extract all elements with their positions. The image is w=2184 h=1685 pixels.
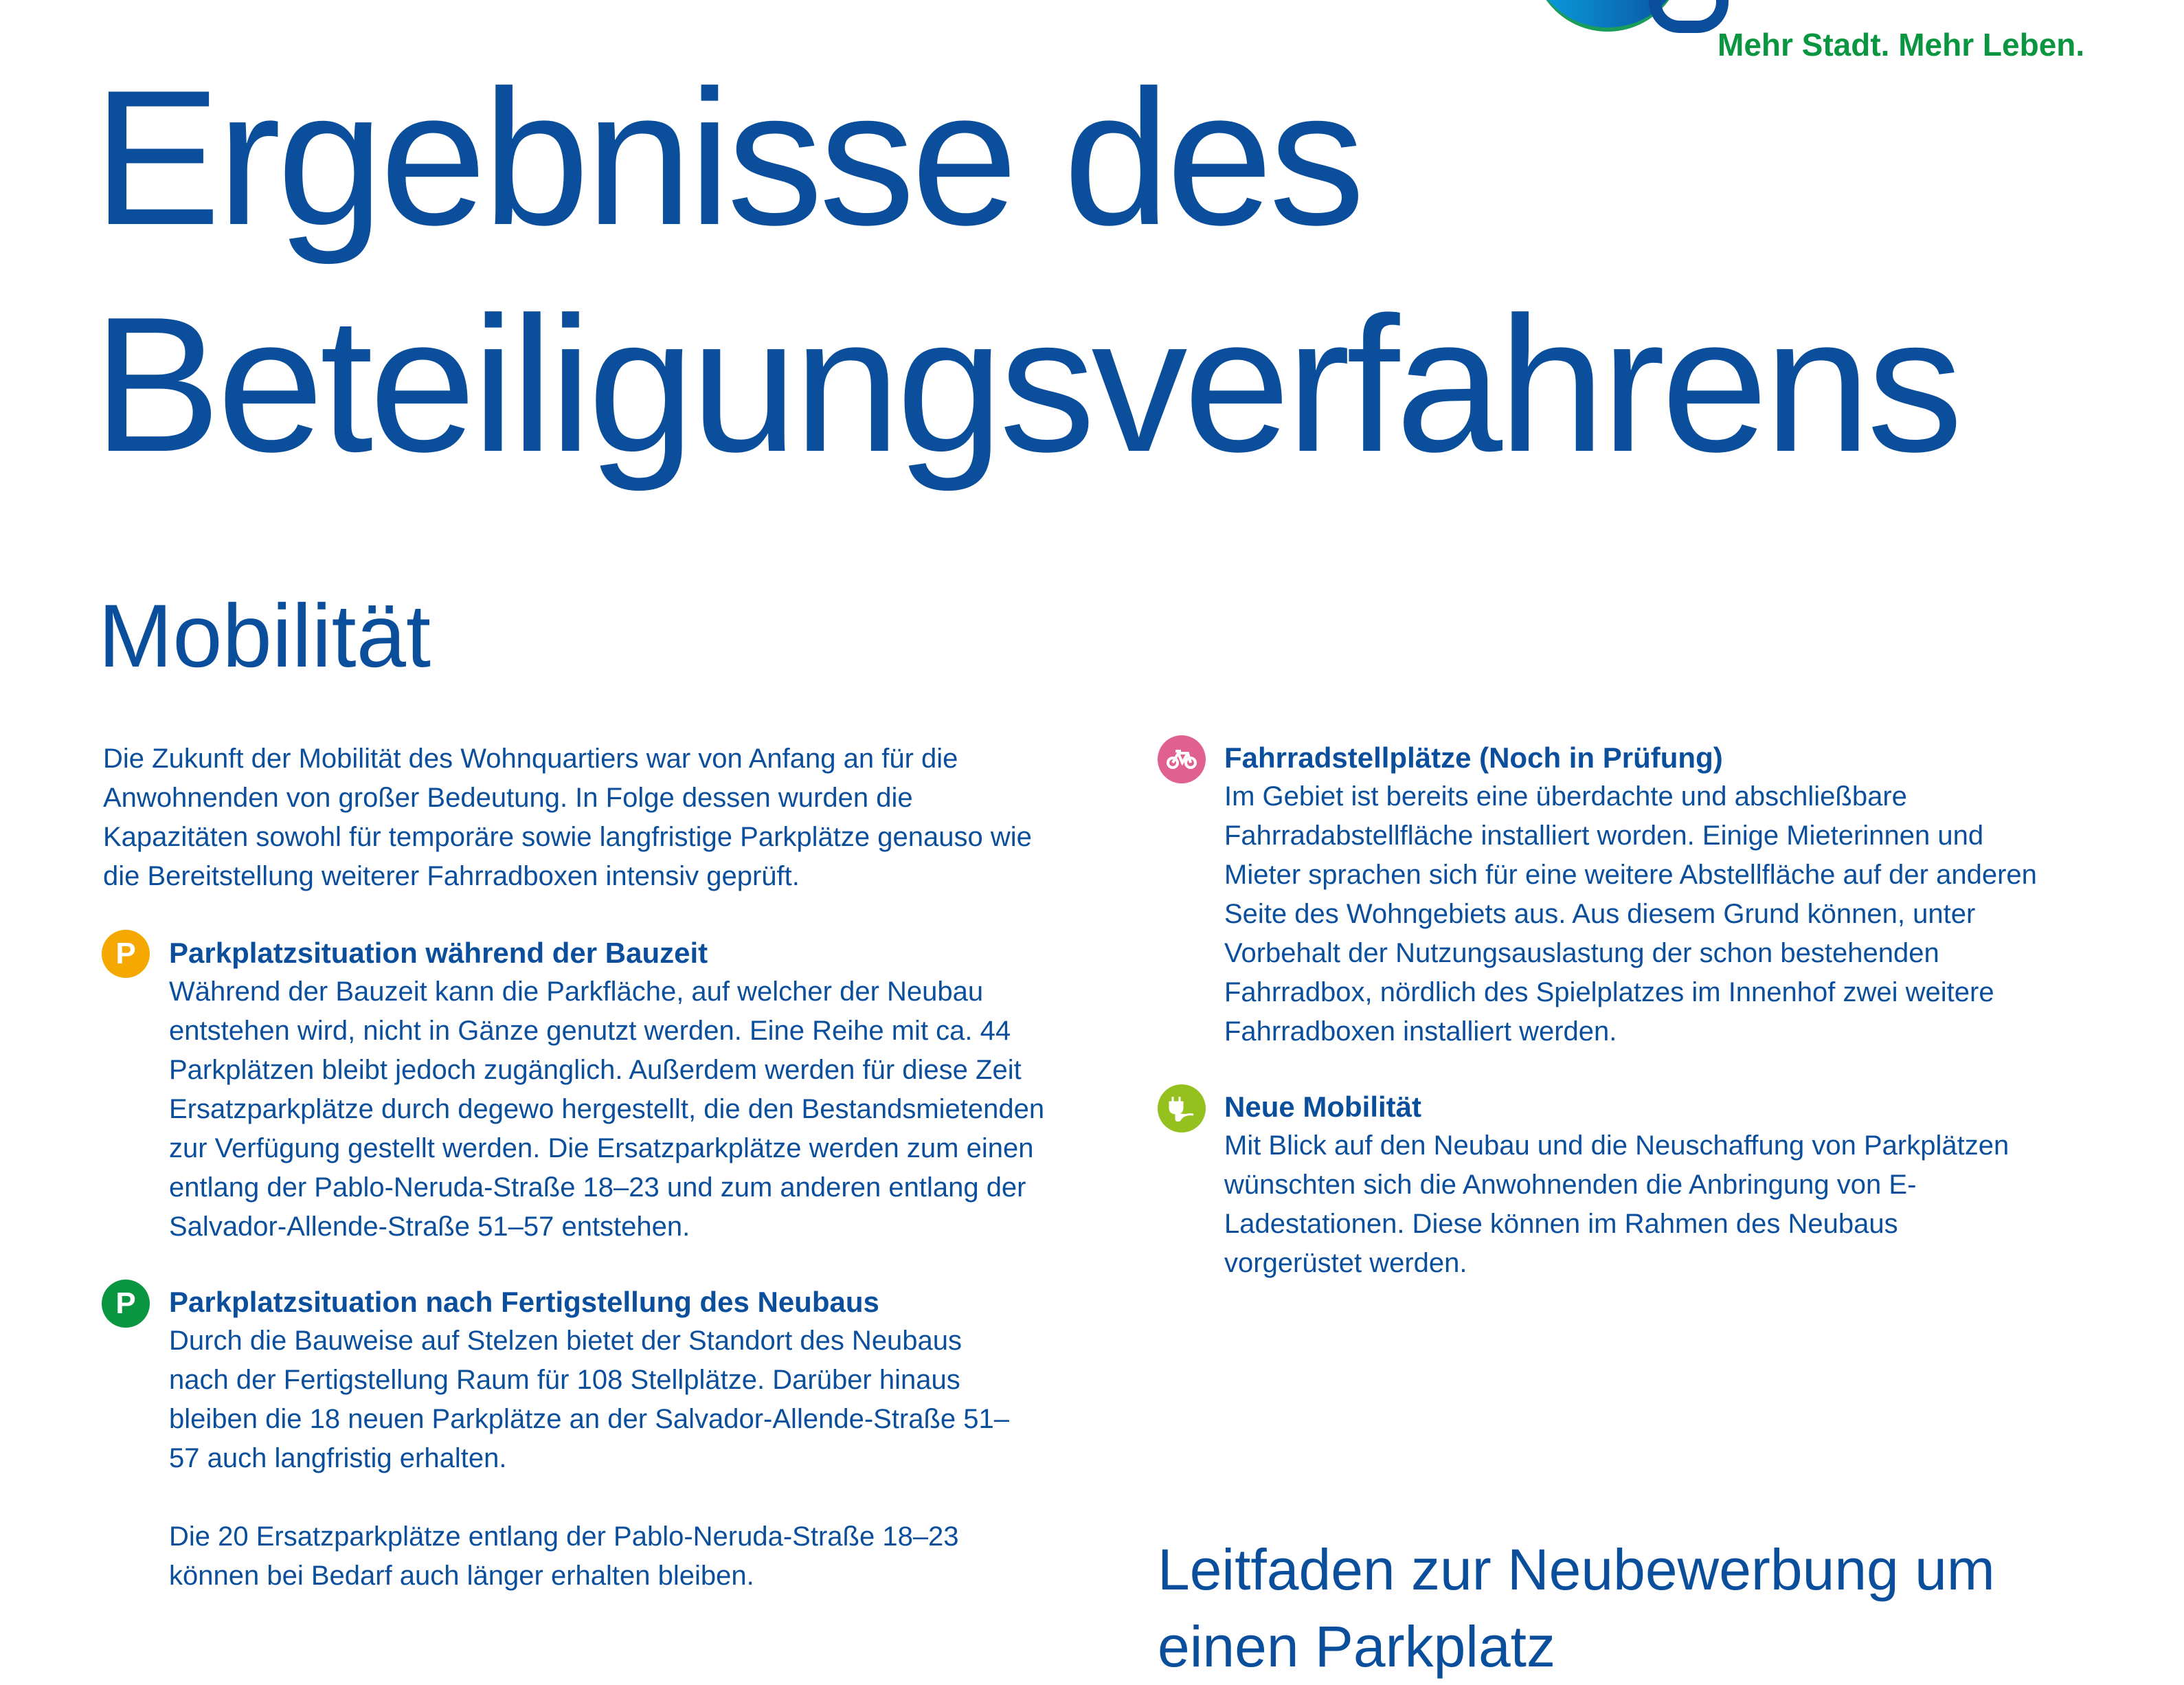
page-title-line-2: Beteiligungsverfahrens [93,278,1959,492]
logo-tagline: Mehr Stadt. Mehr Leben. [1718,27,2085,63]
parking-icon-label: P [115,937,136,970]
page-title-line-1: Ergebnisse des [93,51,1362,265]
intro-text: Die Zukunft der Mobilität des Wohnquartiers war von Anfang an für die Anwohnenden von großer Bedeutung. In Folge dessen wurden die Kapazitäten sowohl für temporäre sowie langfristige Parkplätze genauso wie die Bereitstellung weiterer Fahrradboxen intensiv geprüft. [103,744,1032,891]
section-text: Die 20 Ersatzparkplätze entlang der Pablo-Neruda-Straße 18–23 können bei Bedarf auch länger erhalten bleiben. [169,1521,959,1591]
section-bicycle-parking [1224,738,2049,1051]
parking-icon-label: P [115,1286,136,1320]
section-text: Durch die Bauweise auf Stelzen bietet der Standort des Neubaus nach der Fertigstellung Raum für 108 Stellplätze. Darüber hinaus bleiben die 18 neuen Parkplätze an der Salvador-Allende-Straße 51–57 auch langfristig erhalten. [169,1326,1010,1473]
ev-plug-icon [1158,1084,1206,1132]
guide-title: Leitfaden zur Neubewerbung um einen Parkplatz [1158,1537,1995,1679]
section-text: Während der Bauzeit kann die Parkfläche, auf welcher der Neubau entstehen wird, nicht in Gänze genutzt werden. Eine Reihe mit ca. 44 Parkplätzen bleibt jedoch zugänglich. Außerdem werden für diese Zeit Ersatzparkplätze durch degewo hergestellt, die den Bestandsmietenden zur Verfügung gestellt werden. Die Ersatzparkplätze werden zum einen entlang der Pablo-Neruda-Straße 18–23 und zum anderen entlang der Salvador-Allende-Straße 51–57 entstehen. [169,977,1045,1242]
bicycle-icon [1158,735,1206,783]
section-parking-during-construction [169,933,1062,1247]
section-heading: Fahrradstellplätze (Noch in Prüfung) [1224,741,1723,774]
section-text: Mit Blick auf den Neubau und die Neuschaffung von Parkplätzen wünschten sich die Anwohnenden die Anbringung von E-Ladestationen. Diese können im Rahmen des Neubaus vorgerüstet werden. [1224,1130,2009,1278]
section-heading: Parkplatzsituation nach Fertigstellung des Neubaus [169,1286,879,1318]
parking-icon [102,930,150,978]
section-title: Mobilität [98,585,431,686]
section-new-mobility [1224,1087,2028,1283]
section-heading: Parkplatzsituation während der Bauzeit [169,937,708,969]
section-text: Im Gebiet ist bereits eine überdachte und abschließbare Fahrradabstellfläche installiert worden. Einige Mieterinnen und Mieter sprachen sich für eine weitere Abstellfläche auf der anderen Seite des Wohngebiets aus. Aus diesem Grund können, unter Vorbehalt der Nutzungsauslastung der schon bestehenden Fahrradbox, nördlich des Spielplatzes im Innenhof zwei weitere Fahrradboxen installiert werden. [1224,781,2037,1047]
section-heading: Neue Mobilität [1224,1091,1422,1123]
section-parking-after-completion [169,1282,1021,1596]
parking-icon [102,1280,150,1328]
